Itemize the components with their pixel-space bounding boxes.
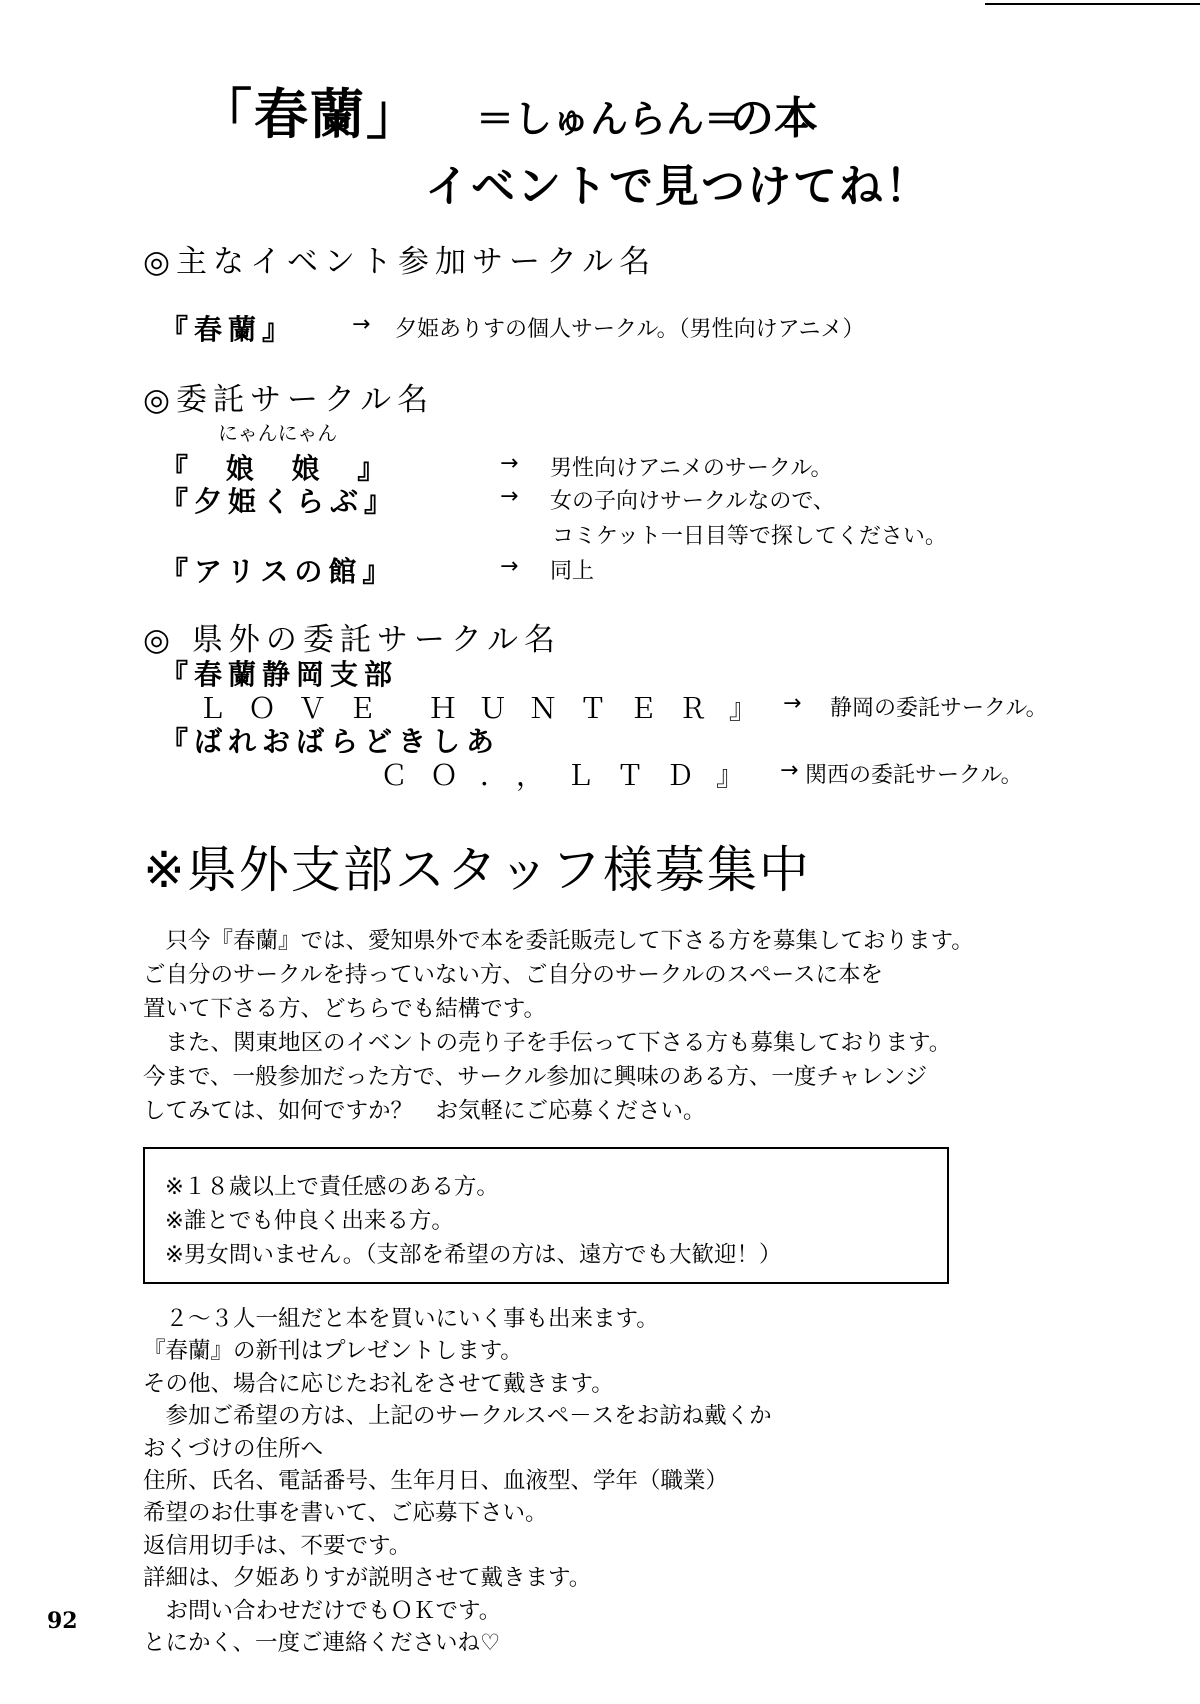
circle-desc-nyannyan: 男性向けアニメのサークル。 (550, 456, 833, 481)
paragraph-line: おくづけの住所へ (143, 1435, 324, 1462)
circle-name-alice-house: 『アリスの館』 (160, 555, 397, 588)
paragraph-line: 『春蘭』の新刊はプレゼントします。 (143, 1338, 523, 1365)
circle-name-shizuoka-line1: 『春蘭静岡支部 (160, 658, 399, 691)
paragraph-line: その他、場合に応じたお礼をさせて戴きます。 (143, 1370, 614, 1397)
circle-desc-yuki-club: 女の子向けサークルなので、 (550, 489, 835, 514)
paragraph-line: してみては、如何ですか？ お気軽にご応募ください。 (143, 1098, 706, 1124)
page-number: 92 (47, 1608, 78, 1634)
section-heading-consignment: ◎委託サークル名 (143, 382, 435, 418)
arrow-icon: → (352, 312, 371, 337)
circle-desc-shizuoka: 静岡の委託サークル。 (830, 696, 1048, 721)
recruit-heading: ※県外支部スタッフ様募集中 (143, 841, 811, 899)
arrow-icon: → (783, 691, 802, 716)
requirement-item: ※１８歳以上で責任感のある方。 (165, 1174, 499, 1200)
paragraph-line: 置いて下さる方、どちらでも結構です。 (143, 996, 546, 1022)
section-heading-main-event: ◎主なイベント参加サークル名 (143, 244, 657, 280)
ruby-nyannyan: にゃんにゃん (218, 421, 338, 445)
recruit-paragraph-2 (143, 1303, 772, 1659)
requirement-item: ※男女問いません。（支部を希望の方は、遠方でも大歓迎！） (165, 1242, 782, 1268)
circle-name-kansai-line2: ＣＯ．，ＬＴＤ』 (380, 759, 767, 792)
paragraph-line: 住所、氏名、電話番号、生年月日、血液型、学年（職業） (143, 1468, 729, 1495)
title-reading: ＝しゅんらん＝ (476, 97, 743, 141)
circle-name-nyannyan: 『 娘 娘 』 (160, 452, 400, 485)
requirement-item: ※誰とでも仲良く出来る方。 (165, 1208, 454, 1234)
arrow-icon: → (500, 451, 519, 476)
title-subtitle: イベントで見つけてね！ (425, 161, 931, 212)
paragraph-line: 詳細は、夕姫ありすが説明させて戴きます。 (143, 1565, 592, 1592)
paragraph-line: 今まで、一般参加だった方で、サークル参加に興味のある方、一度チャレンジ (143, 1064, 928, 1090)
top-rule (985, 3, 1200, 5)
paragraph-line: 只今『春蘭』では、愛知県外で本を委託販売して下さる方を募集しております。 (143, 928, 974, 954)
paragraph-line: また、関東地区のイベントの売り子を手伝って下さる方も募集しております。 (143, 1030, 952, 1056)
arrow-icon: → (500, 554, 519, 579)
paragraph-line: 希望のお仕事を書いて、ご応募下さい。 (143, 1500, 548, 1527)
paragraph-line: お問い合わせだけでもＯＫです。 (143, 1597, 502, 1624)
circle-name-shunran: 『春蘭』 (160, 313, 297, 346)
circle-desc-yuki-club-2: コミケット一日目等で探してください。 (552, 524, 947, 549)
section-heading-outside: ◎ 県外の委託サークル名 (143, 622, 561, 658)
circle-name-shizuoka-line2: ＬＯＶＥ ＨＵＮＴＥＲ』 (198, 692, 779, 725)
requirements-box (143, 1147, 949, 1284)
arrow-icon: → (500, 484, 519, 509)
paragraph-line: ２～３人一組だと本を買いにいく事も出来ます。 (143, 1306, 659, 1332)
paragraph-line: 参加ご希望の方は、上記のサークルスペ－スをお訪ね戴くか (143, 1403, 772, 1430)
title-suffix: の本 (730, 93, 818, 144)
paragraph-line: とにかく、一度ご連絡くださいね♡ (143, 1630, 501, 1657)
recruit-paragraph-1 (143, 924, 974, 1128)
title-circle-name: 「春蘭」 (198, 83, 422, 146)
circle-name-kansai-line1: 『ばれおばらどきしあ (160, 725, 501, 758)
circle-desc-shunran: 夕姫ありすの個人サークル。（男性向けアニメ） (395, 317, 865, 342)
arrow-icon: → (780, 758, 799, 783)
circle-name-yuki-club: 『夕姫くらぶ』 (160, 485, 399, 518)
paragraph-line: ご自分のサークルを持っていない方、ご自分のサークルのスペースに本を (143, 962, 884, 988)
circle-desc-alice-house: 同上 (550, 559, 595, 584)
circle-desc-kansai: 関西の委託サークル。 (805, 763, 1023, 788)
paragraph-line: 返信用切手は、不要です。 (143, 1532, 412, 1559)
